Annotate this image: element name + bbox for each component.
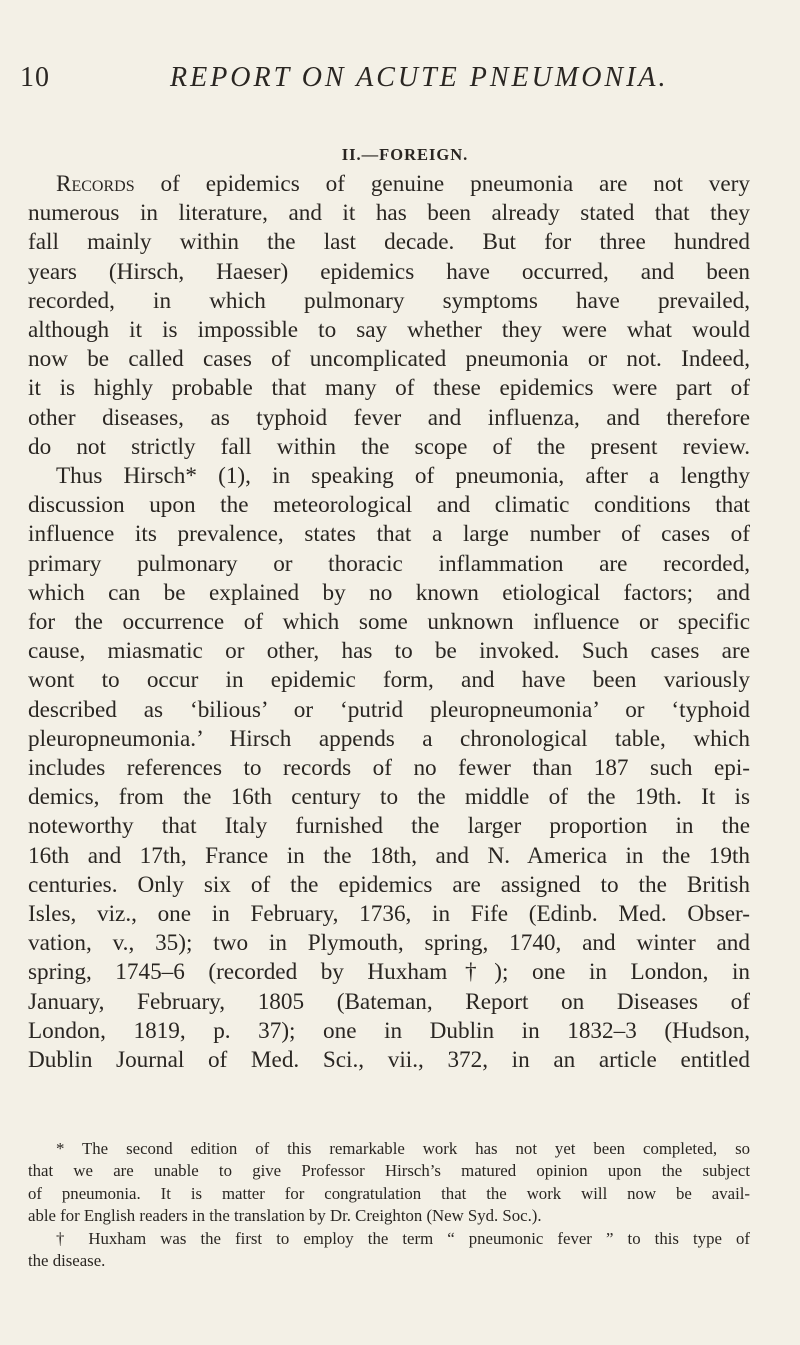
body-line: for the occurrence of which some unknown influence or specific xyxy=(28,609,750,636)
body-line: although it is impossible to say whether they were what would xyxy=(28,317,750,344)
body-line: influence its prevalence, states that a large number of cases of xyxy=(28,521,750,548)
body-line: primary pulmonary or thoracic inflammation are recorded, xyxy=(28,550,750,577)
running-title: REPORT ON ACUTE PNEUMONIA. xyxy=(170,62,669,93)
page-number: 10 xyxy=(20,62,50,93)
footnote-line: able for English readers in the translation by Dr. Creighton (New Syd. Soc.). xyxy=(28,1206,542,1226)
body-line: years (Hirsch, Haeser) epidemics have occurred, and been xyxy=(28,258,750,285)
body-line: wont to occur in epidemic form, and have been variously xyxy=(28,667,750,694)
body-line: London, 1819, p. 37); one in Dublin in 1832–3 (Hudson, xyxy=(28,1017,750,1044)
page-header xyxy=(0,62,800,102)
footnote-line: † Huxham was the first to employ the term “ pneumonic fever ” to this type of xyxy=(56,1228,750,1248)
body-line-0-rest: of epidemics of genuine pneumonia are not very xyxy=(134,171,750,197)
body-line: Dublin Journal of Med. Sci., vii., 372, in an article entitled xyxy=(28,1047,750,1074)
body-line: described as ‘bilious’ or ‘putrid pleuropneumonia’ or ‘typhoid xyxy=(28,696,750,723)
body-line: it is highly probable that many of these epidemics were part of xyxy=(28,375,750,402)
body-line: fall mainly within the last decade. But for three hundred xyxy=(28,229,750,256)
body-line: centuries. Only six of the epidemics are assigned to the British xyxy=(28,871,750,898)
footnote-line: of pneumonia. It is matter for congratulation that the work will now be avail- xyxy=(28,1183,750,1203)
body-line: which can be explained by no known etiological factors; and xyxy=(28,579,750,606)
body-line: cause, miasmatic or other, has to be invoked. Such cases are xyxy=(28,638,750,665)
body-line: numerous in literature, and it has been already stated that they xyxy=(28,200,750,227)
body-line: demics, from the 16th century to the middle of the 19th. It is xyxy=(28,784,750,811)
body-line: pleuropneumonia.’ Hirsch appends a chronological table, which xyxy=(28,725,750,752)
footnote-line: * The second edition of this remarkable work has not yet been completed, so xyxy=(56,1139,750,1158)
body-line: Thus Hirsch* (1), in speaking of pneumonia, after a lengthy xyxy=(56,463,750,490)
body-line: January, February, 1805 (Bateman, Report on Diseases of xyxy=(28,988,750,1015)
body-line: includes references to records of no fewer than 187 such epi- xyxy=(28,755,750,782)
footnotes xyxy=(28,1138,750,1272)
footnote-line: that we are unable to give Professor Hirsch’s matured opinion upon the subject xyxy=(28,1161,750,1181)
footnote-line: the disease. xyxy=(28,1251,106,1271)
body-line: spring, 1745–6 (recorded by Huxham†); one in London, in xyxy=(28,959,750,986)
body-line: discussion upon the meteorological and climatic conditions that xyxy=(28,492,750,519)
drop-word: Records xyxy=(56,171,135,197)
body-text xyxy=(28,170,750,1075)
body-line: noteworthy that Italy furnished the larger proportion in the xyxy=(28,813,750,840)
body-line: now be called cases of uncomplicated pneumonia or not. Indeed, xyxy=(28,346,750,373)
body-line: recorded, in which pulmonary symptoms have prevailed, xyxy=(28,287,750,314)
body-line: do not strictly fall within the scope of the present review. xyxy=(28,433,750,460)
body-line: Isles, viz., one in February, 1736, in Fife (Edinb. Med. Obser- xyxy=(28,901,750,928)
body-line: 16th and 17th, France in the 18th, and N. America in the 19th xyxy=(28,842,750,869)
body-line: other diseases, as typhoid fever and influenza, and therefore xyxy=(28,404,750,431)
section-heading: II.—FOREIGN. xyxy=(341,145,469,164)
body-line-first xyxy=(28,170,750,199)
body-line: vation, v., 35); two in Plymouth, spring, 1740, and winter and xyxy=(28,930,750,957)
